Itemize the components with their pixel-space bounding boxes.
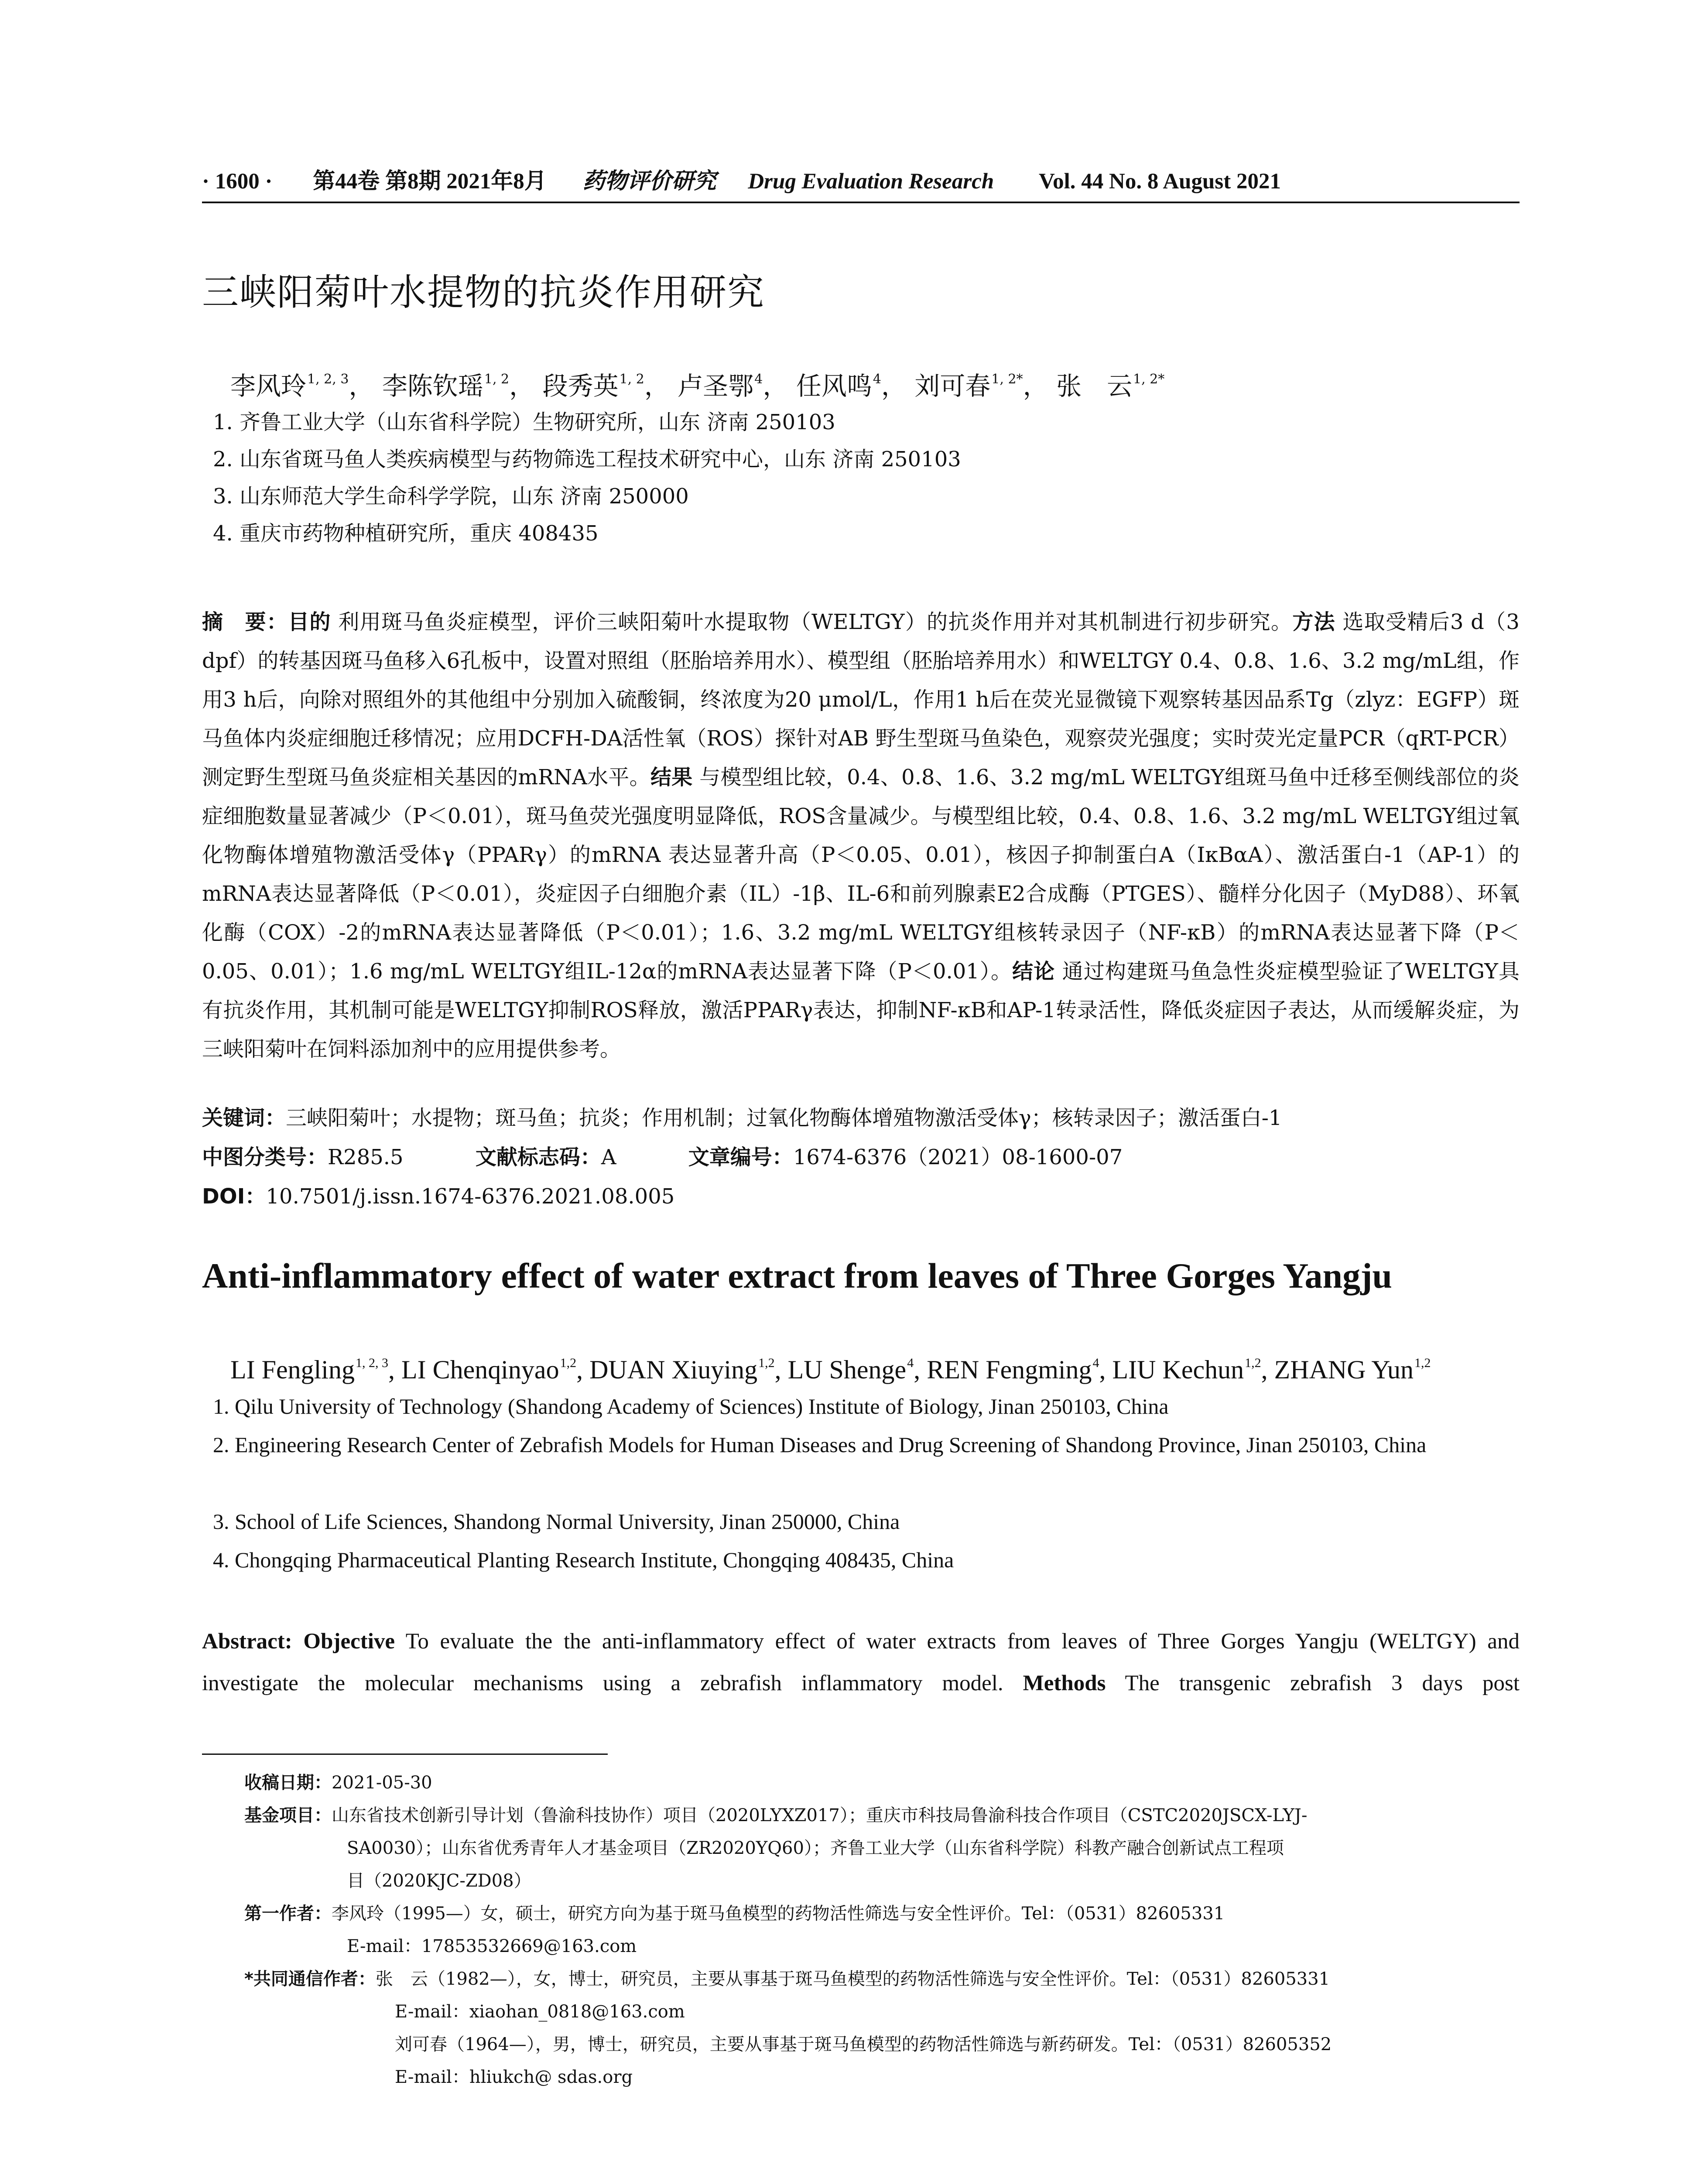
received-date [244, 1767, 432, 1799]
methods-en-label: Methods [1023, 1671, 1106, 1696]
footnote-rule [202, 1754, 608, 1755]
clc-value: R285.5 [328, 1145, 404, 1169]
author-affil-sup: 1,2 [1414, 1356, 1431, 1370]
article-title-cn: 三峡阳菊叶水提物的抗炎作用研究 [202, 271, 765, 314]
objective-en-label: Objective [303, 1629, 395, 1654]
first-author-label: 第一作者： [244, 1904, 332, 1924]
author-cn: 李陈钦瑶 [382, 371, 483, 401]
author-affil-sup: 4 [1092, 1356, 1099, 1370]
received-value: 2021-05-30 [332, 1773, 432, 1793]
article-no-label: 文章编号： [688, 1145, 793, 1169]
header-rule [202, 202, 1520, 203]
author-affil-sup: 1,2 [758, 1356, 775, 1370]
author-cn: 张 云 [1056, 371, 1133, 401]
author-en: REN Fengming [927, 1355, 1092, 1384]
results-label: 结果 [650, 765, 693, 790]
author-en: LI Fengling [230, 1355, 355, 1384]
corresponding-1-text: 张 云（1982—），女，博士，研究员，主要从事基于斑马鱼模型的药物活性筛选与安全性评价。Tel：（0531）82605331 [375, 1969, 1330, 1989]
doi-label: DOI： [202, 1184, 266, 1209]
first-author [244, 1897, 1225, 1930]
corresponding-author-2: 刘可春（1964—），男，博士，研究员，主要从事基于斑马鱼模型的药物活性筛选与新药研发。Tel：（0531）82605352 [395, 2034, 1332, 2055]
affiliation-cn-2: 2. 山东省斑马鱼人类疾病模型与药物筛选工程技术研究中心，山东 济南 250103 [213, 447, 961, 472]
corresponding-label: *共同通信作者： [244, 1969, 376, 1989]
affiliation-cn-1: 1. 齐鲁工业大学（山东省科学院）生物研究所，山东 济南 250103 [213, 410, 835, 434]
first-author-email: E-mail：17853532669@163.com [347, 1936, 637, 1956]
conclusion-text: 通过构建斑马鱼急性炎症模型验证了WELTGY具有抗炎作用，其机制可能是WELTGY抑制ROS释放，激活PPARγ表达，抑制NF-κB和AP-1转录活性，降低炎症因子表达，从而缓解炎症，为三峡阳菊叶在饲料添加剂中的应用提供参考。 [202, 959, 1520, 1061]
author-affil-sup: 1,2 [1245, 1356, 1261, 1370]
doc-code-value: A [601, 1145, 616, 1169]
author-affil-sup: 1, 2 [619, 372, 644, 387]
author-affil-sup: 4 [907, 1356, 914, 1370]
article-no-value: 1674-6376（2021）08-1600-07 [793, 1145, 1123, 1169]
classification-line [202, 1143, 1123, 1172]
author-en: LIU Kechun [1112, 1355, 1244, 1384]
objective-en-text: To evaluate the the anti-inflammatory effect of water extracts from leaves of Three Gorges Yangju (WELTGY) and investigate the molecular mechanisms using a zebrafish inflammatory model. [202, 1629, 1520, 1696]
affiliation-en-4: 4. Chongqing Pharmaceutical Planting Research Institute, Chongqing 408435, China [213, 1548, 954, 1572]
author-cn: 李风玲 [230, 371, 307, 401]
affiliation-en-2: 2. Engineering Research Center of Zebrafish Models for Human Diseases and Drug Screening of Shandong Province, Jinan 250103, China [213, 1432, 1427, 1457]
objective-text: 利用斑马鱼炎症模型，评价三峡阳菊叶水提取物（WELTGY）的抗炎作用并对其机制进行初步研究。 [338, 610, 1293, 634]
corresponding-1-email: E-mail：xiaohan_0818@163.com [395, 2002, 685, 2022]
doi-line [202, 1182, 674, 1211]
abstract-label: 摘 要： [202, 610, 288, 634]
journal-name-en: Drug Evaluation Research [748, 169, 994, 194]
affiliation-en-1: 1. Qilu University of Technology (Shandong Academy of Sciences) Institute of Biology, Jinan 250103, China [213, 1394, 1169, 1419]
author-en: DUAN Xiuying [589, 1355, 758, 1384]
abstract-en-label: Abstract: [202, 1629, 292, 1654]
keywords-label: 关键词： [202, 1106, 286, 1130]
author-cn: 段秀英 [542, 371, 619, 401]
doc-code-label: 文献标志码： [475, 1145, 601, 1169]
first-author-text: 李风玲（1995—）女，硕士，研究方向为基于斑马鱼模型的药物活性筛选与安全性评价。Tel：（0531）82605331 [332, 1904, 1225, 1924]
author-en: LI Chenqinyao [401, 1355, 559, 1384]
article-title-en: Anti-inflammatory effect of water extract from leaves of Three Gorges Yangju [202, 1256, 1392, 1296]
page-number: · 1600 · [202, 169, 273, 194]
running-header [202, 166, 1520, 197]
author-list-en: LI Fengling$^{1, 2, 3}$, LI Chenqinyao$^{1,2}$, DUAN Xiuying$^{1,2}$, LU Shenge$^4$, REN Fengming$^4$, LIU Kechun$^{1,2}$, ZHANG Yun$^{1,2}$ [230, 1355, 1431, 1384]
clc-label: 中图分类号： [202, 1145, 328, 1169]
doi-value[interactable]: 10.7501/j.issn.1674-6376.2021.08.005 [266, 1184, 675, 1209]
affiliation-cn-3: 3. 山东师范大学生命科学学院，山东 济南 250000 [213, 484, 689, 509]
issue-cn: 第44卷 第8期 2021年8月 [313, 169, 547, 194]
author-affil-sup: 1, 2, 3 [355, 1356, 388, 1370]
journal-name-cn: 药物评价研究 [582, 168, 716, 194]
fund-line-3: 目（2020KJC-ZD08） [347, 1871, 531, 1891]
fund-label: 基金项目： [244, 1805, 332, 1825]
methods-en-text: The transgenic zebrafish 3 days post [1125, 1671, 1520, 1696]
abstract-cn [202, 603, 1520, 1069]
received-label: 收稿日期： [244, 1773, 332, 1793]
affiliation-cn-4: 4. 重庆市药物种植研究所，重庆 408435 [213, 521, 599, 546]
fund-line-2: SA0030）；山东省优秀青年人才基金项目（ZR2020YQ60）；齐鲁工业大学（山东省科学院）科教产融合创新试点工程项 [347, 1838, 1284, 1858]
conclusion-label: 结论 [1012, 959, 1055, 984]
author-cn: 卢圣鄂 [678, 371, 754, 401]
methods-text: 选取受精后3 d（3 dpf）的转基因斑马鱼移入6孔板中，设置对照组（胚胎培养用水）、模型组（胚胎培养用水）和WELTGY 0.4、0.8、1.6、3.2 mg/mL组，作用3 h后，向除对照组外的其他组中分别加入硫酸铜，终浓度为20 μmol/L，作用1 h后在荧光显微镜下观察转基因品系Tg（zlyz：EGFP）斑马鱼体内炎症细胞迁移情况；应用DCFH-DA活性氧（ROS）探针对AB 野生型斑马鱼染色，观察荧光强度；实时荧光定量PCR（qRT-PCR）测定野生型斑马鱼炎症相关基因的mRNA水平。 [202, 610, 1520, 790]
corresponding-author-1 [244, 1963, 1330, 1996]
author-affil-sup: 4 [754, 372, 763, 387]
author-affil-sup: 1, 2 [484, 372, 510, 387]
abstract-en-body [202, 1620, 1520, 1704]
issue-en: Vol. 44 No. 8 August 2021 [1038, 169, 1281, 194]
author-affil-sup: 4 [873, 372, 881, 387]
fund-line-1 [244, 1799, 1307, 1832]
affiliation-en-3: 3. School of Life Sciences, Shandong Normal University, Jinan 250000, China [213, 1509, 900, 1534]
author-cn: 任风鸣 [796, 371, 872, 401]
corresponding-2-email: E-mail：hliukch@ sdas.org [395, 2067, 633, 2087]
author-affil-sup: 1, 2, 3 [307, 372, 349, 387]
keywords-line [202, 1104, 1282, 1132]
author-affil-sup: 1, 2* [991, 372, 1023, 387]
author-en: ZHANG Yun [1274, 1355, 1414, 1384]
author-affil-sup: 1,2 [560, 1356, 577, 1370]
methods-label: 方法 [1292, 610, 1335, 634]
objective-label: 目的 [288, 610, 331, 634]
abstract-en [202, 1620, 1520, 1704]
author-cn: 刘可春 [914, 371, 991, 401]
keywords-text: 三峡阳菊叶；水提物；斑马鱼；抗炎；作用机制；过氧化物酶体增殖物激活受体γ；核转录因子；激活蛋白-1 [286, 1106, 1282, 1130]
results-text: 与模型组比较，0.4、0.8、1.6、3.2 mg/mL WELTGY组斑马鱼中迁移至侧线部位的炎症细胞数量显著减少（P＜0.01），斑马鱼荧光强度明显降低，ROS含量减少。与模型组比较，0.4、0.8、1.6、3.2 mg/mL WELTGY组过氧化物酶体增殖物激活受体γ（PPARγ）的mRNA 表达显著升高（P＜0.05、0.01），核因子抑制蛋白A（IκBαA）、激活蛋白-1（AP-1）的mRNA表达显著降低（P＜0.01），炎症因子白细胞介素（IL）-1β、IL-6和前列腺素E2合成酶（PTGES）、髓样分化因子（MyD88）、环氧化酶（COX）-2的mRNA表达显著降低（P＜0.01）；1.6、3.2 mg/mL WELTGY组核转录因子（NF-κB）的mRNA表达显著下降（P＜0.05、0.01）；1.6 mg/mL WELTGY组IL-12α的mRNA表达显著下降（P＜0.01）。 [202, 765, 1520, 984]
author-en: LU Shenge [787, 1355, 907, 1384]
author-affil-sup: 1, 2* [1133, 372, 1165, 387]
author-list-cn: 李风玲$^{1, 2, 3}$， 李陈钦瑶$^{1, 2}$， 段秀英$^{1, 2}$， 卢圣鄂$^4$， 任风鸣$^4$， 刘可春$^{1, 2*}$， 张 云$^{1, 2*}$ [230, 371, 1165, 401]
fund-text: 山东省技术创新引导计划（鲁渝科技协作）项目（2020LYXZ017）；重庆市科技局鲁渝科技合作项目（CSTC2020JSCX-LYJ- [332, 1805, 1308, 1825]
